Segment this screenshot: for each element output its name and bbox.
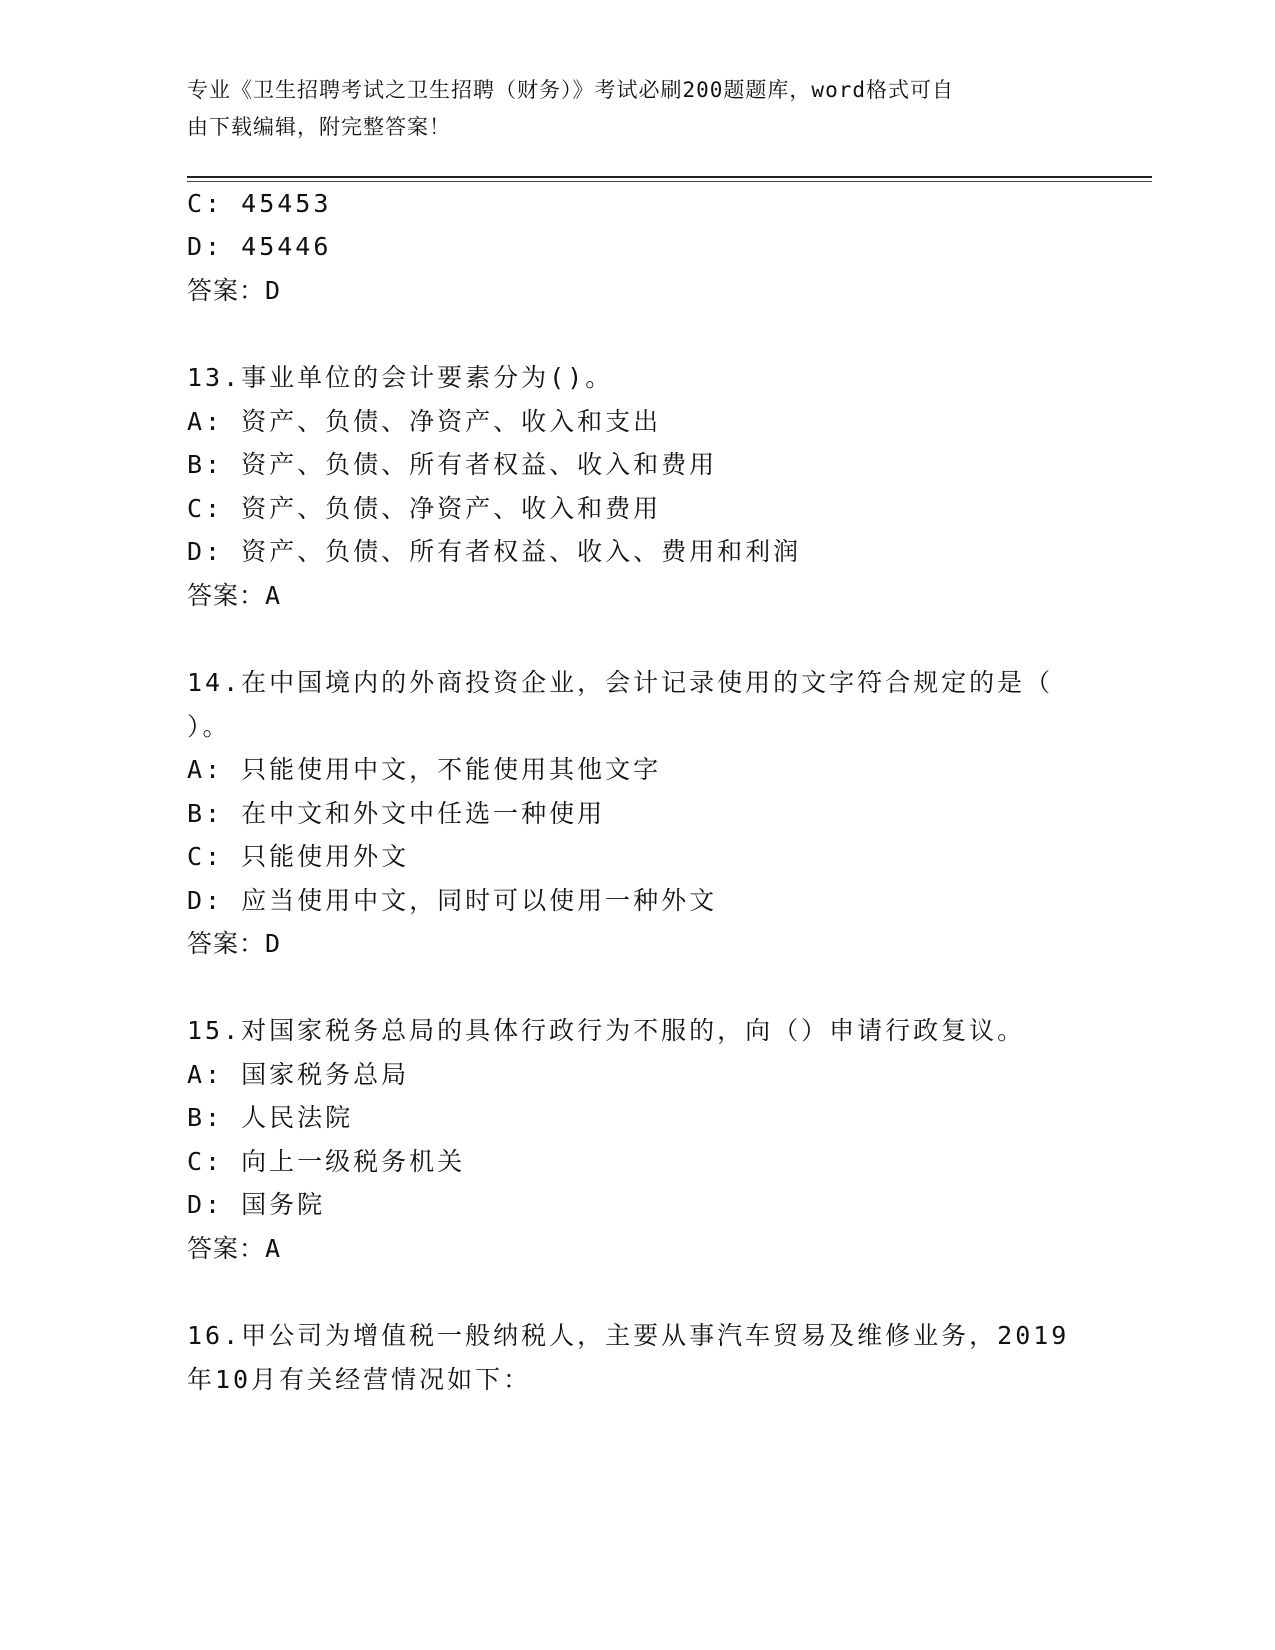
header-divider-thick — [187, 176, 1152, 178]
q14-stem-line-2: ）。 — [187, 712, 231, 741]
q16-stem-line-2: 年10月有关经营情况如下： — [187, 1365, 532, 1394]
q15-option-d: D: 国务院 — [187, 1190, 326, 1219]
prev-answer: 答案：D — [187, 276, 282, 305]
q14-option-d: D: 应当使用中文，同时可以使用一种外文 — [187, 886, 718, 915]
header-divider-thin — [187, 181, 1152, 182]
q14-option-b: B: 在中文和外文中任选一种使用 — [187, 799, 606, 828]
q14-answer: 答案：D — [187, 929, 282, 958]
q13-option-b: B: 资产、负债、所有者权益、收入和费用 — [187, 450, 718, 479]
q14-option-a: A: 只能使用中文，不能使用其他文字 — [187, 755, 662, 784]
q14-stem-line-1: 14.在中国境内的外商投资企业，会计记录使用的文字符合规定的是（ — [187, 668, 1054, 697]
q15-stem: 15.对国家税务总局的具体行政行为不服的，向（）申请行政复议。 — [187, 1016, 1026, 1045]
q16-stem-line-1: 16.甲公司为增值税一般纳税人，主要从事汽车贸易及维修业务，2019 — [187, 1321, 1070, 1350]
header-line-2: 由下载编辑，附完整答案！ — [187, 115, 451, 139]
q15-option-b: B: 人民法院 — [187, 1103, 354, 1132]
prev-option-d: D: 45446 — [187, 232, 332, 261]
prev-option-c: C: 45453 — [187, 189, 332, 218]
q13-option-a: A: 资产、负债、净资产、收入和支出 — [187, 407, 662, 436]
q13-option-d: D: 资产、负债、所有者权益、收入、费用和利润 — [187, 537, 802, 566]
q13-answer: 答案：A — [187, 581, 282, 610]
q15-option-c: C: 向上一级税务机关 — [187, 1147, 466, 1176]
document-header — [187, 72, 1087, 146]
header-line-1: 专业《卫生招聘考试之卫生招聘（财务）》考试必刷200题题库，word格式可自 — [187, 78, 954, 102]
q13-option-c: C: 资产、负债、净资产、收入和费用 — [187, 494, 662, 523]
q15-option-a: A: 国家税务总局 — [187, 1060, 410, 1089]
q14-option-c: C: 只能使用外文 — [187, 842, 410, 871]
q13-stem: 13.事业单位的会计要素分为()。 — [187, 363, 614, 392]
q15-answer: 答案：A — [187, 1234, 282, 1263]
